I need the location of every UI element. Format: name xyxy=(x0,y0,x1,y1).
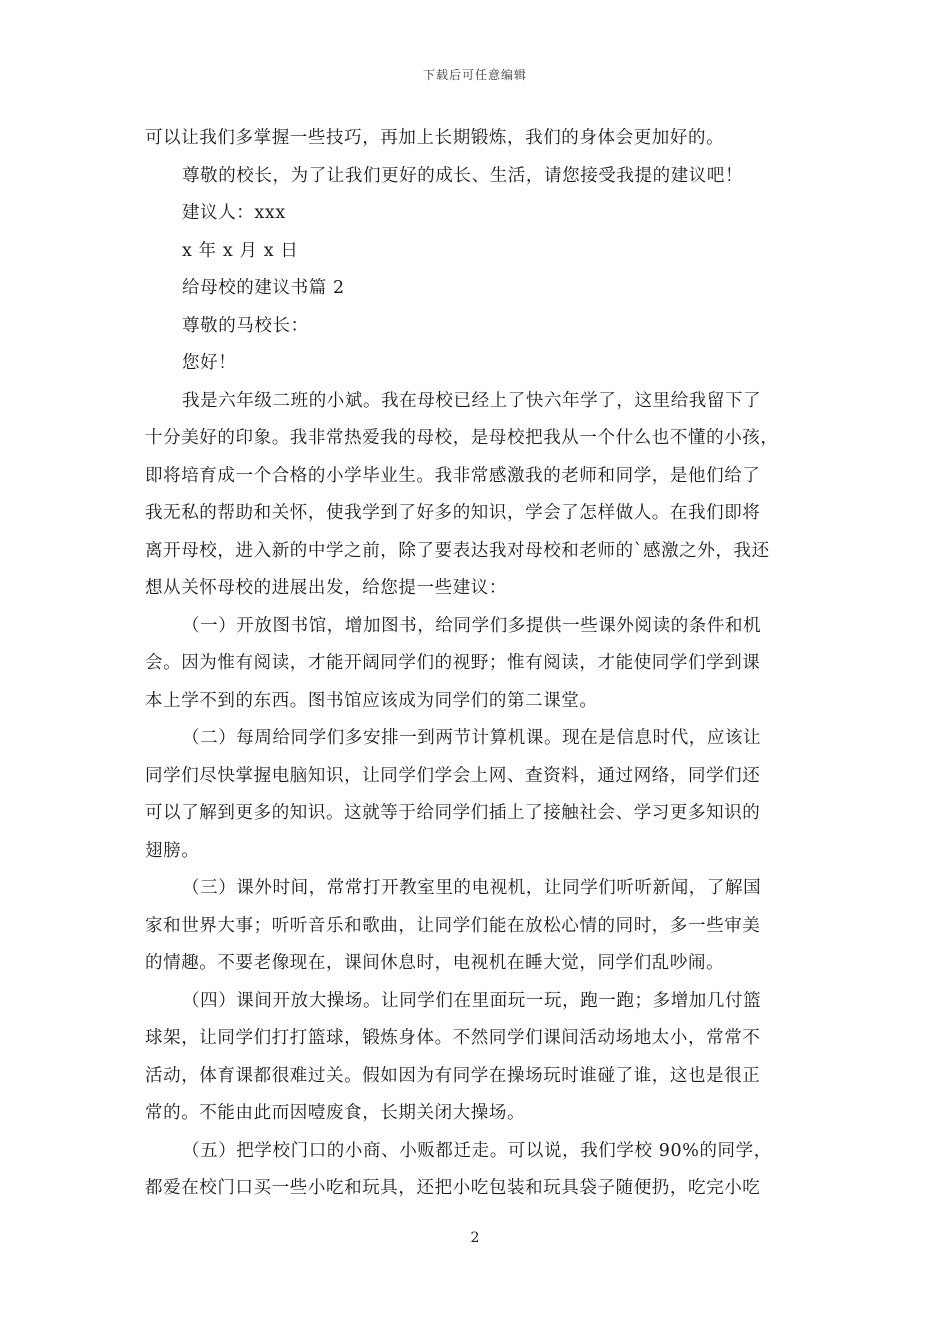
text-line: 都爱在校门口买一些小吃和玩具，还把小吃包装和玩具袋子随便扔，吃完小吃 xyxy=(145,1178,761,1198)
text-line: （一）开放图书馆，增加图书，给同学们多提供一些课外阅读的条件和机 xyxy=(182,615,762,636)
text-line: （五）把学校门口的小商、小贩都迁走。可以说，我们学校 90%的同学， xyxy=(182,1140,772,1161)
date-line: x 年 x 月 x 日 xyxy=(182,240,299,261)
document-body xyxy=(145,120,807,1208)
text-line: 可以了解到更多的知识。这就等于给同学们插上了接触社会、学习更多知识的 xyxy=(145,803,761,823)
text-line: 即将培育成一个合格的小学毕业生。我非常感激我的老师和同学，是他们给了 xyxy=(145,465,761,486)
page-header: 下载后可任意编辑 xyxy=(422,68,527,82)
text-line: 可以让我们多掌握一些技巧，再加上长期锻炼，我们的身体会更加好的。 xyxy=(145,128,725,148)
signature-line: 建议人：xxx xyxy=(182,203,286,223)
text-line: 离开母校，进入新的中学之前，除了要表达我对母校和老师的`感激之外，我还 xyxy=(145,540,770,561)
text-line: 我无私的帮助和关怀，使我学到了好多的知识，学会了怎样做人。在我们即将 xyxy=(145,503,761,523)
text-line: 会。因为惟有阅读，才能开阔同学们的视野；惟有阅读，才能使同学们学到课 xyxy=(145,653,761,673)
text-line: 十分美好的印象。我非常热爱我的母校，是母校把我从一个什么也不懂的小孩， xyxy=(145,428,779,448)
text-line: 翅膀。 xyxy=(145,840,200,861)
text-line: 球架，让同学们打打篮球，锻炼身体。不然同学们课间活动场地太小，常常不 xyxy=(145,1028,761,1048)
text-line: 的情趣。不要老像现在，课间休息时，电视机在睡大觉，同学们乱吵闹。 xyxy=(145,953,725,973)
text-line: （四）课间开放大操场。让同学们在里面玩一玩，跑一跑；多增加几付篮 xyxy=(182,990,762,1011)
text-line: 想从关怀母校的进展出发，给您提一些建议： xyxy=(145,578,507,598)
text-line: 本上学不到的东西。图书馆应该成为同学们的第二课堂。 xyxy=(145,690,598,711)
section-title: 给母校的建议书篇 2 xyxy=(182,278,345,298)
salutation: 尊敬的马校长： xyxy=(182,315,309,336)
text-line: 常的。不能由此而因噎废食，长期关闭大操场。 xyxy=(145,1103,526,1123)
text-line: （三）课外时间，常常打开教室里的电视机，让同学们听听新闻，了解国 xyxy=(182,878,762,898)
text-line: 尊敬的校长，为了让我们更好的成长、生活，请您接受我提的建议吧！ xyxy=(182,165,744,186)
greeting: 您好！ xyxy=(182,353,237,373)
text-line: 活动，体育课都很难过关。假如因为有同学在操场玩时谁碰了谁，这也是很正 xyxy=(145,1065,761,1086)
page-number: 2 xyxy=(470,1230,480,1246)
text-line: 家和世界大事；听听音乐和歌曲，让同学们能在放松心情的同时，多一些审美 xyxy=(145,915,761,936)
text-line: 同学们尽快掌握电脑知识，让同学们学会上网、查资料，通过网络，同学们还 xyxy=(145,765,761,786)
text-line: 我是六年级二班的小斌。我在母校已经上了快六年学了，这里给我留下了 xyxy=(182,390,762,411)
text-line: （二）每周给同学们多安排一到两节计算机课。现在是信息时代，应该让 xyxy=(182,728,762,748)
